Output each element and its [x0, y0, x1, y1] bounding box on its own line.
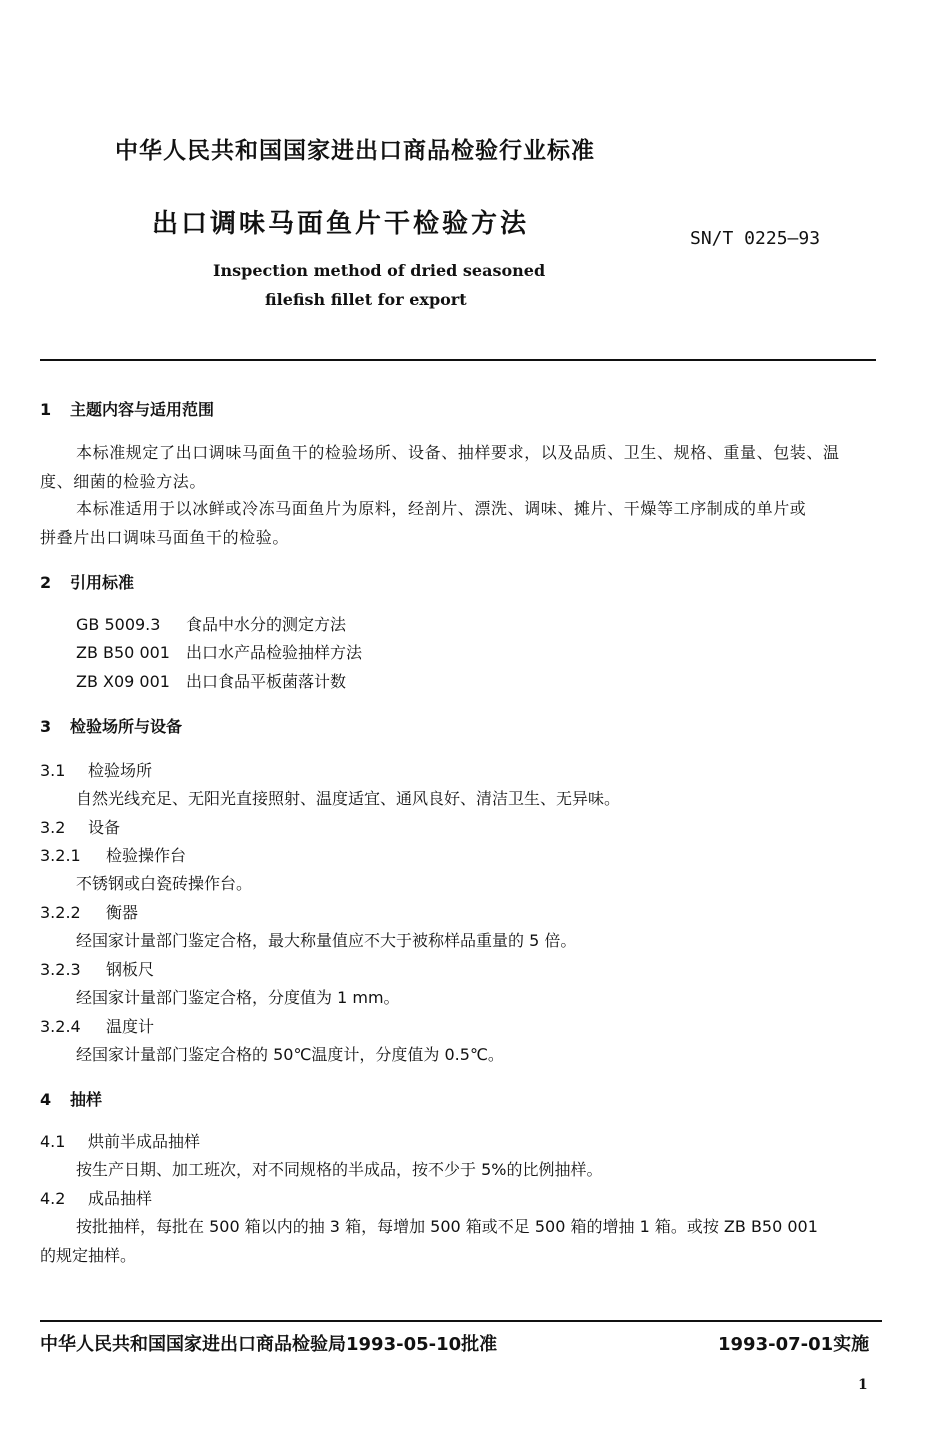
subsection-3-1-text: 自然光线充足、无阳光直接照射、温度适宜、通风良好、清洁卫生、无异味。	[76, 789, 621, 808]
subsection-4-2-text-line-2: 的规定抽样。	[40, 1246, 137, 1265]
section-1-para-1-line-2: 度、细菌的检验方法。	[40, 472, 207, 491]
footer-divider	[40, 1320, 882, 1322]
section-title: 抽样	[70, 1090, 103, 1109]
english-title-line-2: filefish fillet for export	[265, 290, 467, 309]
effective-date: 1993-07-01实施	[718, 1334, 870, 1355]
reference-name: 出口食品平板菌落计数	[186, 672, 347, 691]
subsection-title: 检验场所	[88, 761, 153, 780]
subsection-title: 检验操作台	[106, 846, 187, 865]
subsection-title: 烘前半成品抽样	[88, 1132, 201, 1151]
section-1-para-2-line-1: 本标准适用于以冰鲜或冷冻马面鱼片为原料，经剖片、漂洗、调味、摊片、干燥等工序制成的单片或	[76, 499, 807, 518]
header-divider	[40, 359, 876, 361]
subsection-4-1-text: 按生产日期、加工班次，对不同规格的半成品，按不少于 5%的比例抽样。	[76, 1160, 603, 1179]
section-number: 4	[40, 1090, 52, 1109]
standard-code: SN/T 0225—93	[690, 228, 821, 249]
english-title-line-1: Inspection method of dried seasoned	[213, 261, 546, 280]
subsection-title: 钢板尺	[106, 960, 155, 979]
reference-code: ZB B50 001	[76, 643, 170, 662]
subsection-3-1-heading	[40, 758, 152, 781]
approval-statement: 中华人民共和国国家进出口商品检验局1993-05-10批准	[40, 1334, 498, 1355]
section-number: 1	[40, 400, 52, 419]
subsection-4-2-text-line-1: 按批抽样，每批在 500 箱以内的抽 3 箱，每增加 500 箱或不足 500 箱的增抽 1 箱。或按 ZB B50 001	[76, 1217, 818, 1236]
subsection-4-1-heading	[40, 1129, 200, 1152]
subsection-title: 成品抽样	[88, 1189, 153, 1208]
reference-name: 食品中水分的测定方法	[186, 615, 347, 634]
section-title: 引用标准	[70, 573, 135, 592]
subsection-3-2-1-heading	[40, 843, 186, 866]
subsection-3-2-2-text: 经国家计量部门鉴定合格，最大称量值应不大于被称样品重量的 5 倍。	[76, 931, 577, 950]
subsection-3-2-4-heading	[40, 1014, 154, 1037]
subsection-title: 温度计	[106, 1017, 155, 1036]
section-title: 主题内容与适用范围	[70, 400, 215, 419]
section-4-heading	[40, 1087, 102, 1110]
section-1-para-2-line-2: 拼叠片出口调味马面鱼干的检验。	[40, 528, 290, 547]
subsection-3-2-3-text: 经国家计量部门鉴定合格，分度值为 1 mm。	[76, 988, 400, 1007]
reference-name: 出口水产品检验抽样方法	[186, 643, 363, 662]
subsection-title: 衡器	[106, 903, 139, 922]
subsection-3-2-4-text: 经国家计量部门鉴定合格的 50℃温度计，分度值为 0.5℃。	[76, 1045, 504, 1064]
section-2-heading	[40, 570, 134, 593]
subsection-3-2-heading	[40, 815, 120, 838]
document-title: 出口调味马面鱼片干检验方法	[152, 209, 530, 239]
section-title: 检验场所与设备	[70, 717, 183, 736]
subsection-number: 3.1	[40, 761, 66, 780]
subsection-title: 设备	[88, 818, 121, 837]
subsection-3-2-3-heading	[40, 957, 154, 980]
subsection-number: 3.2	[40, 818, 66, 837]
subsection-number: 3.2.4	[40, 1017, 81, 1036]
page-number: 1	[858, 1377, 868, 1393]
section-3-heading	[40, 714, 182, 737]
section-1-heading	[40, 397, 214, 420]
section-1-para-1-line-1: 本标准规定了出口调味马面鱼干的检验场所、设备、抽样要求，以及品质、卫生、规格、重量、包装、温	[76, 443, 840, 462]
subsection-number: 4.1	[40, 1132, 66, 1151]
subsection-4-2-heading	[40, 1186, 152, 1209]
section-number: 3	[40, 717, 52, 736]
subsection-3-2-1-text: 不锈钢或白瓷砖操作台。	[76, 874, 253, 893]
subsection-number: 3.2.2	[40, 903, 81, 922]
subsection-number: 3.2.1	[40, 846, 81, 865]
subsection-number: 3.2.3	[40, 960, 81, 979]
reference-code: ZB X09 001	[76, 672, 170, 691]
reference-code: GB 5009.3	[76, 615, 161, 634]
reference-item	[76, 640, 362, 663]
subsection-3-2-2-heading	[40, 900, 138, 923]
section-number: 2	[40, 573, 52, 592]
issuing-org-title: 中华人民共和国国家进出口商品检验行业标准	[115, 138, 595, 164]
subsection-number: 4.2	[40, 1189, 66, 1208]
reference-item	[76, 669, 346, 692]
reference-item	[76, 612, 346, 635]
